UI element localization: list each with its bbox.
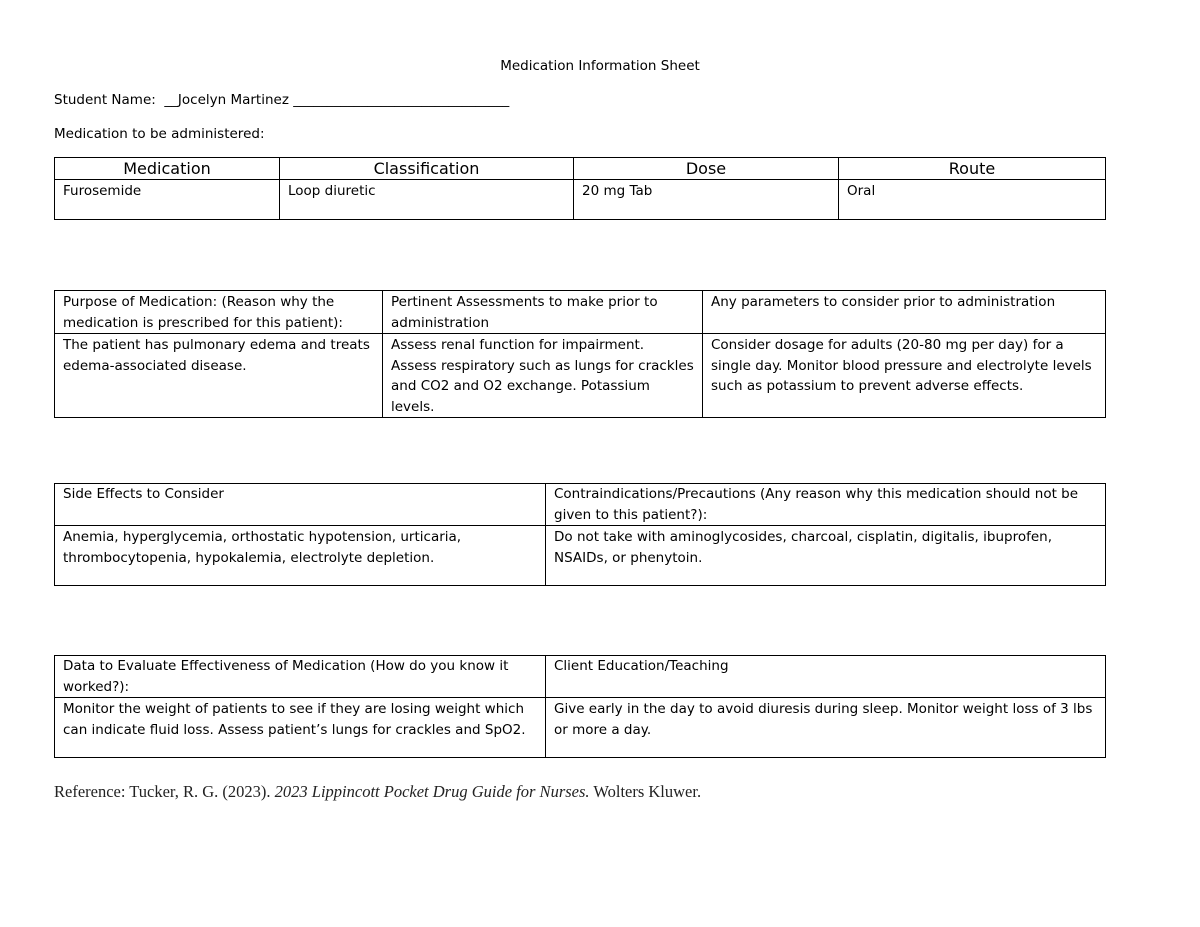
header-evaluation: Data to Evaluate Effectiveness of Medication (How do you know it worked?): (55, 656, 546, 698)
table-row (55, 334, 1106, 418)
cell-education: Give early in the day to avoid diuresis during sleep. Monitor weight loss of 3 lbs or more a day. (546, 698, 1106, 758)
cell-evaluation: Monitor the weight of patients to see if they are losing weight which can indicate fluid loss. Assess patient’s lungs for crackles and SpO2. (55, 698, 546, 758)
cell-dose: 20 mg Tab (574, 180, 839, 220)
header-route: Route (839, 158, 1106, 180)
header-purpose: Purpose of Medication: (Reason why the medication is prescribed for this patient): (55, 291, 383, 334)
document-title: Medication Information Sheet (500, 58, 700, 74)
header-assessments: Pertinent Assessments to make prior to administration (383, 291, 703, 334)
header-classification: Classification (280, 158, 574, 180)
side-effects-table (54, 483, 1106, 586)
cell-route: Oral (839, 180, 1106, 220)
cell-side-effects: Anemia, hyperglycemia, orthostatic hypotension, urticaria, thrombocytopenia, hypokalemia, electrolyte depletion. (55, 526, 546, 586)
assessment-table (54, 290, 1106, 418)
cell-purpose: The patient has pulmonary edema and treats edema-associated disease. (55, 334, 383, 418)
table-header-row (55, 656, 1106, 698)
student-name-line (54, 90, 509, 110)
cell-parameters: Consider dosage for adults (20-80 mg per day) for a single day. Monitor blood pressure and electrolyte levels such as potassium to prevent adverse effects. (703, 334, 1106, 418)
table-row (55, 698, 1106, 758)
student-name-value: __Jocelyn Martinez ________________________________ (164, 92, 510, 108)
table-row (55, 526, 1106, 586)
evaluation-table (54, 655, 1106, 758)
medication-prompt: Medication to be administered: (54, 126, 265, 142)
cell-assessments: Assess renal function for impairment. Assess respiratory such as lungs for crackles and CO2 and O2 exchange. Potassium levels. (383, 334, 703, 418)
reference-suffix: Wolters Kluwer. (589, 782, 702, 801)
header-education: Client Education/Teaching (546, 656, 1106, 698)
table-row (55, 180, 1106, 220)
reference-prefix: Reference: Tucker, R. G. (2023). (54, 782, 275, 801)
header-side-effects: Side Effects to Consider (55, 484, 546, 526)
header-contraindications: Contraindications/Precautions (Any reason why this medication should not be given to this patient?): (546, 484, 1106, 526)
medication-table (54, 157, 1106, 220)
reference-book-title: 2023 Lippincott Pocket Drug Guide for Nurses. (274, 782, 590, 801)
cell-contraindications: Do not take with aminoglycosides, charcoal, cisplatin, digitalis, ibuprofen, NSAIDs, or phenytoin. (546, 526, 1106, 586)
cell-classification: Loop diuretic (280, 180, 574, 220)
header-dose: Dose (574, 158, 839, 180)
table-header-row (55, 291, 1106, 334)
header-parameters: Any parameters to consider prior to administration (703, 291, 1106, 334)
reference-citation (54, 781, 701, 803)
table-header-row (55, 484, 1106, 526)
student-name-label: Student Name: (54, 92, 156, 108)
header-medication: Medication (55, 158, 280, 180)
table-header-row (55, 158, 1106, 180)
cell-medication: Furosemide (55, 180, 280, 220)
